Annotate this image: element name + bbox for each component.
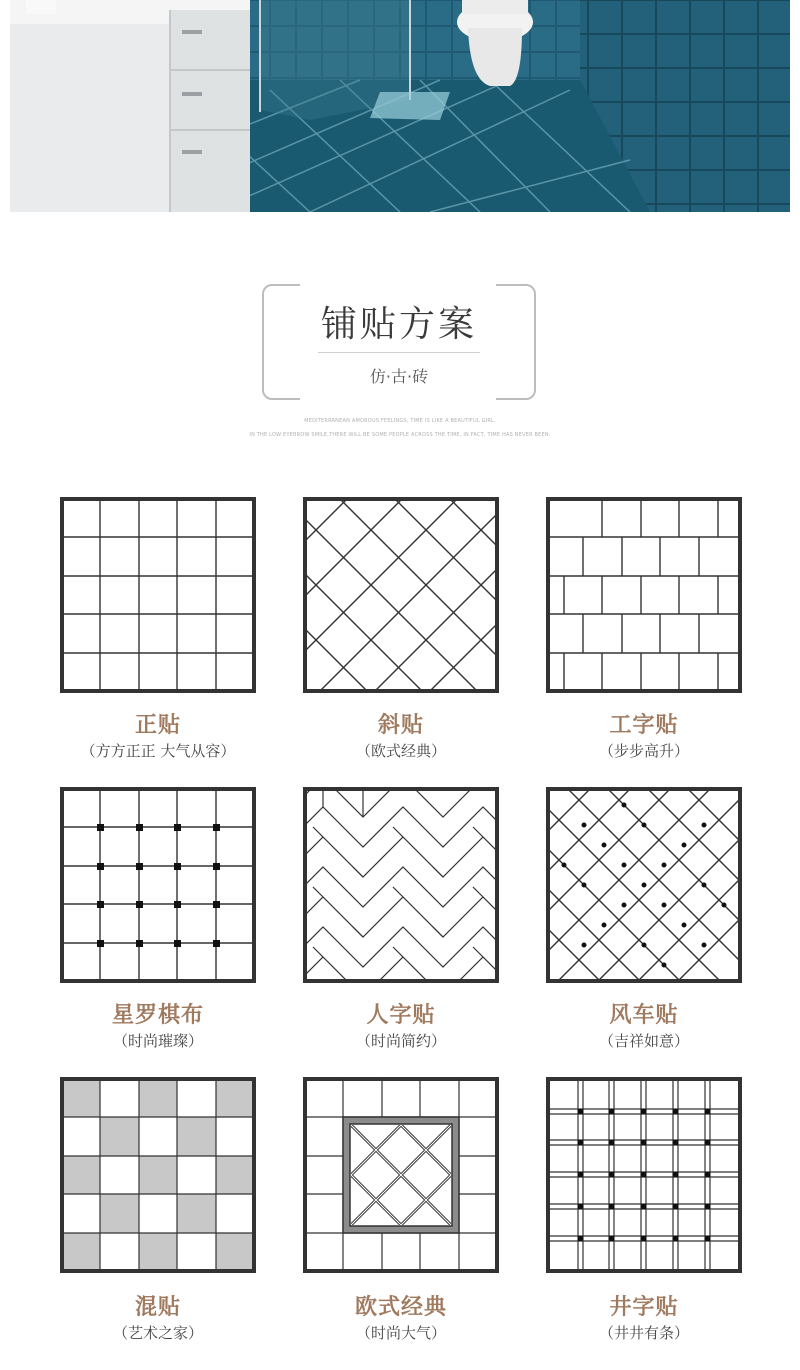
herringbone-pattern-icon [303,787,499,983]
pattern-name: 人字贴 [366,1003,436,1028]
diagonal-pattern-icon [303,497,499,693]
pattern-name: 斜贴 [377,713,424,738]
pattern-desc: （时尚简约） [355,1032,446,1050]
section-subtitle: 仿·古·砖 [369,367,429,386]
pattern-desc: （艺术之家） [112,1324,203,1342]
pattern-name: 星罗棋布 [111,1003,204,1028]
checker-mix-pattern-icon [60,1077,256,1273]
section-title: 铺贴方案 [320,304,477,345]
straight-grid-pattern-icon [60,497,256,693]
pattern-desc: （步步高升） [598,742,689,760]
dotted-grid-pattern-icon [60,787,256,983]
pattern-name: 欧式经典 [354,1295,447,1320]
pattern-desc: （时尚璀璨） [112,1032,203,1050]
running-bond-pattern-icon [546,497,742,693]
pattern-name: 混贴 [134,1295,181,1320]
pattern-desc: （吉祥如意） [598,1032,689,1050]
pattern-desc: （欧式经典） [355,742,446,760]
tagline-line-1: MEDITERRANEAN AMOROUS FEELINGS, TIME IS LIKE A BEAUTIFUL GIRL, [304,418,496,424]
pattern-desc: （井井有条） [598,1324,689,1342]
pinwheel-pattern-icon [546,787,742,983]
european-classic-pattern-icon [303,1077,499,1273]
pattern-name: 工字贴 [609,713,679,738]
pattern-desc: （时尚大气） [355,1324,446,1342]
tic-tac-toe-pattern-icon [546,1077,742,1273]
bathroom-photo [10,0,790,212]
pattern-desc: （方方正正 大气从容） [80,742,236,760]
title-frame-gap-top [300,280,496,290]
pattern-name: 正贴 [134,713,181,738]
pattern-name: 风车贴 [609,1003,679,1028]
tagline-line-2: IN THE LOW EYEBROW SMILE,THERE WILL BE SOME PEOPLE ACROSS THE TIME, IN FACT, TIME HAS NEVER BEEN. [249,432,551,438]
title-divider [318,352,480,353]
title-frame-gap-bottom [300,394,496,404]
pattern-name: 井字贴 [609,1295,679,1320]
